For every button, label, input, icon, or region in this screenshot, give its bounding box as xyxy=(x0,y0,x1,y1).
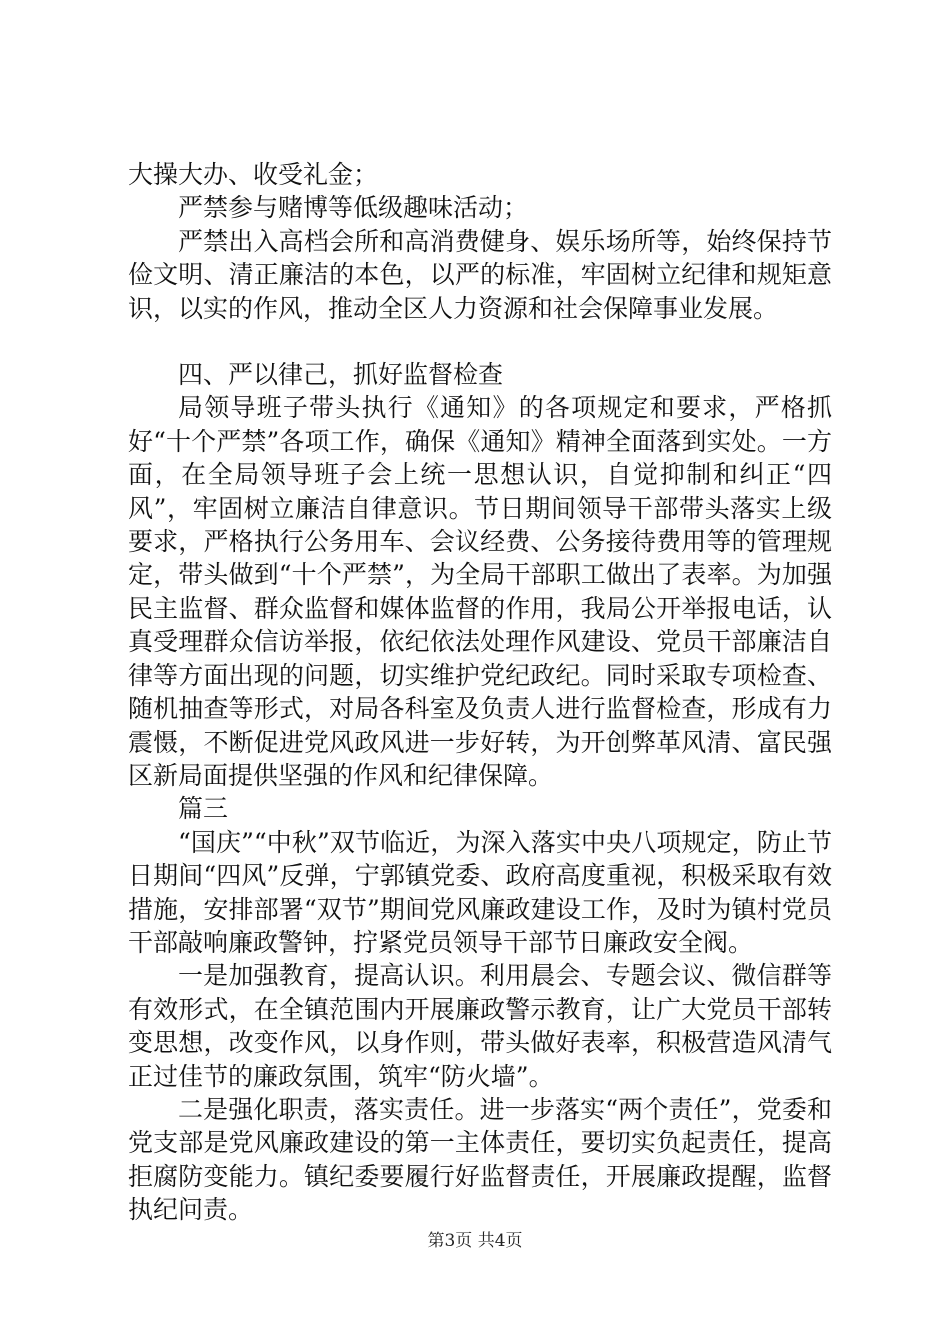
paragraph-responsibility: 二是强化职责，落实责任。进一步落实“两个责任”，党委和党支部是党风廉政建设的第一主体责任，要切实负起责任，提高拒腐防变能力。镇纪委要履行好监督责任，开展廉政提醒，监督执纪问责。 xyxy=(128,1094,832,1225)
paragraph-holiday-intro: “国庆”“中秋”双节临近，为深入落实中央八项规定，防止节日期间“四风”反弹，宁郭镇党委、政府高度重视，积极采取有效措施，安排部署“双节”期间党风廉政建设工作，及时为镇村党员干部敲响廉政警钟，拧紧党员领导干部节日廉政安全阀。 xyxy=(128,827,832,957)
section-heading-four: 四、严以律己，抓好监督检查 xyxy=(178,360,504,390)
paragraph-supervision: 局领导班子带头执行《通知》的各项规定和要求，严格抓好“十个严禁”各项工作，确保《通知》精神全面落到实处。一方面，在全局领导班子会上统一思想认识，自觉抑制和纠正“四风”，牢固树立廉洁自律意识。节日期间领导干部带头落实上级要求，严格执行公务用车、会议经费、公务接待费用等的管理规定，带头做到“十个严禁”，为全局干部职工做出了表率。为加强民主监督、群众监督和媒体监督的作用，我局公开举报电话，认真受理群众信访举报，依纪依法处理作风建设、党员干部廉洁自律等方面出现的问题，切实维护党纪政纪。同时采取专项检查、随机抽查等形式，对局各科室及负责人进行监督检查，形成有力震慑，不断促进党风政风进一步好转，为开创弊革风清、富民强区新局面提供坚强的作风和纪律保障。 xyxy=(128,393,832,790)
page-number-footer: 第3页 共4页 xyxy=(427,1231,523,1251)
paragraph-education: 一是加强教育，提高认识。利用晨会、专题会议、微信群等有效形式，在全镇范围内开展廉政警示教育，让广大党员干部转变思想，改变作风，以身作则，带头做好表率，积极营造风清气正过佳节的廉政氛围，筑牢“防火墙”。 xyxy=(128,961,832,1091)
paragraph-gap xyxy=(128,325,832,358)
document-body xyxy=(128,158,832,1227)
article-heading-part-three: 篇三 xyxy=(178,794,229,824)
paragraph-venue-ban: 严禁出入高档会所和高消费健身、娱乐场所等，始终保持节俭文明、清正廉洁的本色，以严的标准，牢固树立纪律和规矩意识，以实的作风，推动全区人力资源和社会保障事业发展。 xyxy=(128,226,832,323)
paragraph-continuation: 大操大办、收受礼金； xyxy=(128,160,379,189)
paragraph-gambling-ban: 严禁参与赌博等低级趣味活动； xyxy=(178,193,529,223)
